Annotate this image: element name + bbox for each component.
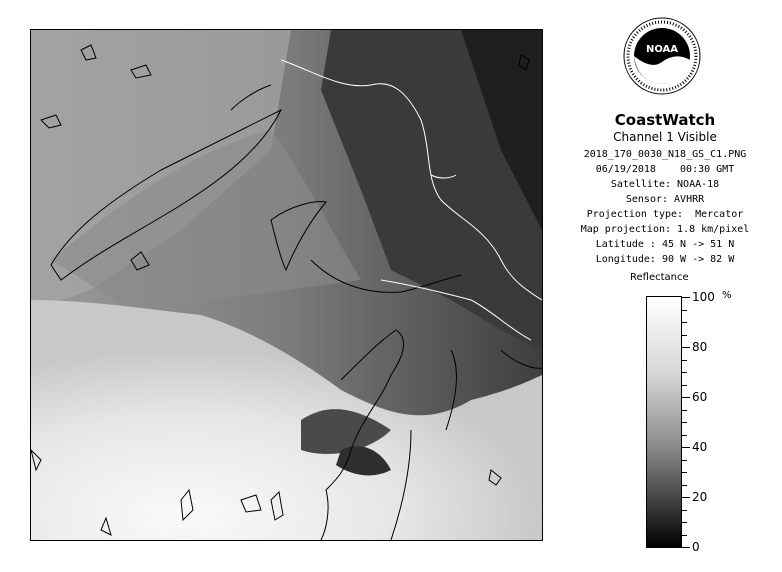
metadata-block (560, 147, 770, 267)
colorbar-tick-label: 80 (692, 340, 708, 354)
satellite: Satellite: NOAA-18 (610, 179, 720, 190)
sensor: Sensor: AVHRR (625, 194, 705, 205)
colorbar-tick-label: 20 (692, 490, 708, 504)
colorbar-major-tick (682, 447, 690, 448)
colorbar-minor-tick (682, 435, 687, 436)
colorbar-tick-label: 100 (692, 290, 715, 304)
map-projection: Map projection: 1.8 km/pixel (580, 224, 750, 235)
colorbar-unit: % (722, 290, 732, 301)
map-image (31, 30, 542, 540)
colorbar-minor-tick (682, 522, 687, 523)
colorbar-major-tick (682, 347, 690, 348)
colorbar-minor-tick (682, 360, 687, 361)
colorbar-minor-tick (682, 410, 687, 411)
colorbar-major-tick (682, 547, 690, 548)
colorbar-major-tick (682, 497, 690, 498)
colorbar-label: Reflectance (630, 272, 689, 283)
colorbar-minor-tick (682, 485, 687, 486)
colorbar-minor-tick (682, 460, 687, 461)
latitude: Latitude : 45 N -> 51 N (595, 239, 735, 250)
datetime: 06/19/2018 00:30 GMT (595, 164, 735, 175)
colorbar-minor-tick (682, 422, 687, 423)
colorbar-major-tick (682, 297, 690, 298)
colorbar-major-tick (682, 397, 690, 398)
colorbar-minor-tick (682, 472, 687, 473)
colorbar-minor-tick (682, 385, 687, 386)
colorbar-tick-label: 60 (692, 390, 708, 404)
product-title: CoastWatch (614, 111, 716, 129)
filename: 2018_170_0030_N18_GS_C1.PNG (583, 149, 747, 160)
noaa-logo (622, 16, 702, 96)
channel-subtitle: Channel 1 Visible (613, 130, 717, 144)
colorbar-tick-label: 40 (692, 440, 708, 454)
reflectance-colorbar (646, 296, 682, 548)
colorbar-tick-label: 0 (692, 540, 700, 554)
colorbar-minor-tick (682, 335, 687, 336)
colorbar-minor-tick (682, 372, 687, 373)
projection-type: Projection type: Mercator (586, 209, 744, 220)
logo-text: NOAA (645, 44, 679, 55)
longitude: Longitude: 90 W -> 82 W (595, 254, 735, 265)
colorbar-minor-tick (682, 510, 687, 511)
colorbar-minor-tick (682, 322, 687, 323)
colorbar-minor-tick (682, 535, 687, 536)
colorbar-minor-tick (682, 310, 687, 311)
satellite-map (30, 29, 543, 541)
